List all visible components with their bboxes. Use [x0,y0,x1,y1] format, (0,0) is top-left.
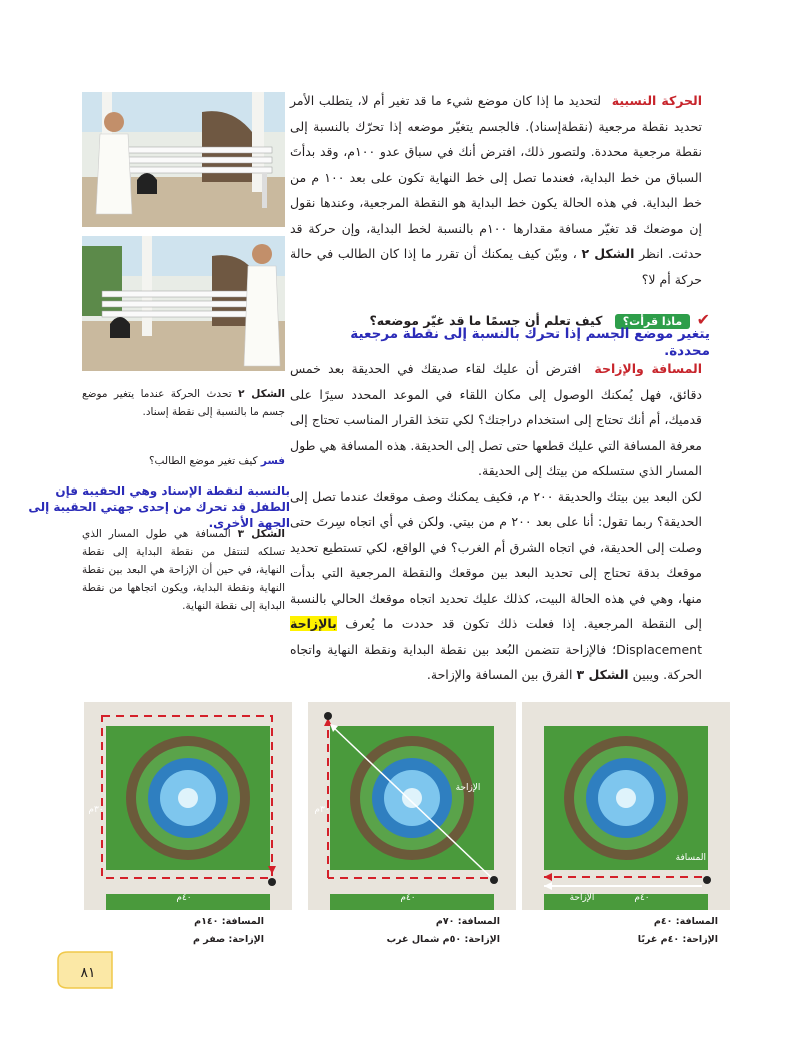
figure-2-caption [82,385,285,421]
figure-2-text: تحدث الحركة عندما يتغير موضع جسم ما بالنسبة إلى نقطة إسناد. [82,388,285,418]
explain-text: كيف تغير موضع الطالب؟ [148,455,258,467]
figure-3-caption [82,525,285,615]
figure-3-text: المسافة هي طول المسار الذي تسلكه لتنتقل من نقطة البداية إلى نقطة النهاية، في حين أن الإزاحة هي البعد بين نقطة النهاية ونقطة البداية، ويكون اتجاهها من نقطة البداية إلى نقطة النهاية. [82,528,285,612]
park-diagram-corner [308,702,516,910]
diagram-3-displacement: الإزاحة: صفر م [193,934,264,945]
figure-3-label: الشكل ٣ [237,528,285,540]
segment-length-label-vertical: ٣٠م [314,805,330,815]
park-diagram-straight [522,702,730,910]
displacement-path-label: الإزاحة [455,783,481,793]
distance-text-2c: الفرق بين المسافة والإزاحة. [426,667,573,682]
explain-label: فسر [260,455,285,467]
distance-text-2b: ؛ فالإزاحة تتضمن البُعد بين نقطة البداية ونقطة النهاية واتجاه الحركة. ويبين [290,641,702,682]
diagram-2-distance: المسافة: ٧٠م [435,916,500,927]
distance-displacement-heading: المسافة والإزاحة [594,361,702,376]
reading-check-badge: ماذا قرأت؟ [615,314,690,329]
student-photo-top [82,92,285,227]
diagram-1-displacement: الإزاحة: ٤٠م غربًا [637,934,718,945]
segment-length-label-vertical: ٣٠م [88,805,104,815]
distance-text-2a: لكن البعد بين بيتك والحديقة ٢٠٠ م، فكيف يمكنك وصف موقعك عندما تصل إلى الحديقة؟ ربما تقول: أنا على بعد ٢٠٠ م من بيتي. ولكن في أي اتجاه سِرتَ حتى وصلت إلى الحديقة، في اتجاه الشرق أم الغرب؟ في الواقع، لكي تستطيع تحديد موقعك بدقة تحتاج إلى تحديد البعد بين موقعك والنقطة المرجعية التي بدأت منها، وهي في هذه الحالة البيت، كذلك عليك تحديد اتجاه موقعك الحالي بالنسبة إلى النقطة المرجعية. إذا فعلت ذلك تكون قد حددت ما يُعرف [290,488,702,631]
distance-paragraph-1 [290,356,702,484]
page-number: ٨١ [80,965,96,981]
relative-motion-text-2: ، وبيّن كيف يمكنك أن تقرر ما إذا كان الطالب في حالة حركة أم لا؟ [290,246,702,287]
diagram-3-distance: المسافة: ١٤٠م [194,916,264,927]
page-number-badge [52,950,118,992]
explain-question [82,452,285,470]
segment-length-label: ٤٠م [634,893,650,903]
diagram-1-distance: المسافة: ٤٠م [653,916,718,927]
displacement-path-label: الإزاحة [569,893,595,903]
distance-displacement-section [290,356,702,688]
park-diagram-loop [84,702,292,910]
diagram-1-caption [518,913,718,949]
explain-answer-note: بالنسبة لنقطة الإسناد وهي الحقيبة فإن الطفل قد تحرك من إحدى جهتي الحقيبة إلى الجهة الأخرى. [28,484,290,530]
displacement-term-en: Displacement [616,641,702,657]
reading-check-question: كيف تعلم أن جسمًا ما قد غيّر موضعه؟ [369,313,603,328]
displacement-term: بالإزاحة [290,616,337,631]
figure-2-label: الشكل ٢ [238,388,285,400]
distance-path-label: المسافة [675,853,706,863]
checkmark-icon: ✔ [696,310,710,329]
figure-3-reference: الشكل ٣ [576,667,629,682]
figure-2-reference: الشكل ٢ [581,246,635,261]
segment-length-label-horizontal: ٤٠م [400,893,416,903]
reading-check-answer: يتغير موضع الجسم إذا تحرك بالنسبة إلى نقطة مرجعية محددة. [350,326,710,359]
diagram-2-displacement: الإزاحة: ٥٠م شمال غرب [386,934,500,945]
relative-motion-section [290,88,702,292]
distance-text-1: افترض أن عليك لقاء صديقك في الحديقة بعد خمس دقائق، فهل يُمكنك الوصول إلى مكان اللقاء في الموعد المحدد سيرًا على قدميك، أم أنك تحتاج إلى استخدام دراجتك؟ لكي تتخذ القرار المناسب تحتاج إلى معرفة المسافة التي عليك قطعها حتى تصل إلى الحديقة. هذه المسافة هي طول المسار الذي ستسلكه من بيتك إلى الحديقة. [290,361,702,478]
relative-motion-paragraph [290,88,702,292]
distance-paragraph-2 [290,484,702,688]
diagram-2-caption [300,913,500,949]
relative-motion-heading: الحركة النسبية [611,93,702,108]
segment-length-label-horizontal: ٤٠م [176,893,192,903]
student-photo-bottom [82,236,285,371]
diagram-3-caption [64,913,264,949]
relative-motion-text-1: لتحديد ما إذا كان موضع شيء ما قد تغير أم لا، يتطلب الأمر تحديد نقطة مرجعية (نقطةإسناد). فالجسم يتغيّر موضعه إذا تحرّك بالنسبة إلى نقطة مرجعية محددة. ولتصور ذلك، افترض أنك في سباق عدو ١٠٠م، وقد بدأتَ السباق من خط البداية، فعندما تصل إلى خط النهاية تكون على بعد ١٠٠ م من خط البداية. في هذه الحالة يكون خط البداية هو النقطة المرجعية، وعندها نقول إن موضعك قد تغيّر مسافة مقدارها ١٠٠م بالنسبة لخط البداية، وإن حركة قد حدثت. انظر [290,93,702,261]
